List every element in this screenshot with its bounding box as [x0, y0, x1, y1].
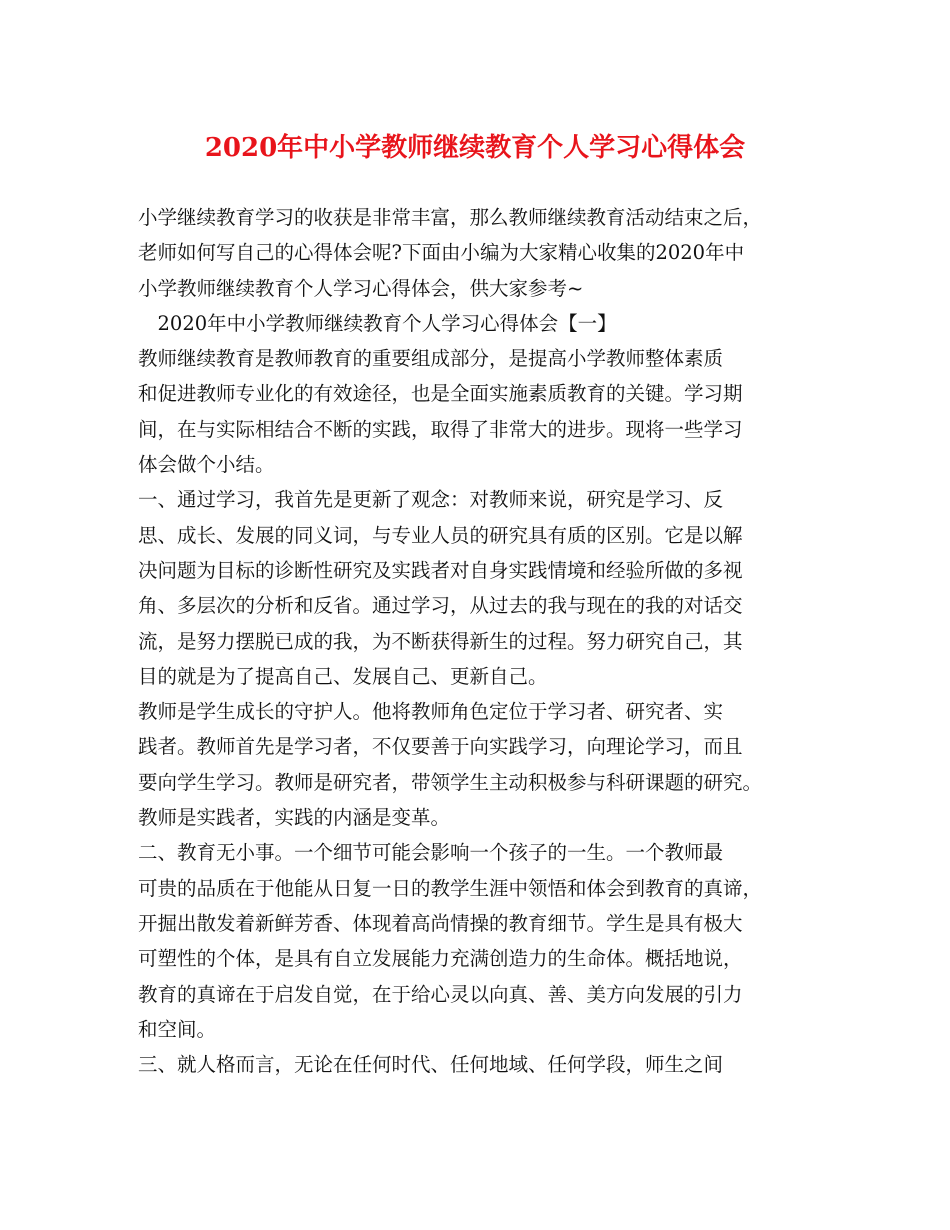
- body-line: 老师如何写自己的心得体会呢?下面由小编为大家精心收集的2020年中: [138, 241, 745, 265]
- body-line: 决问题为目标的诊断性研究及实践者对自身实践情境和经验所做的多视: [138, 558, 743, 582]
- body-line: 和促进教师专业化的有效途径，也是全面实施素质教育的关键。学习期: [138, 382, 743, 406]
- body-line: 小学教师继续教育个人学习心得体会，供大家参考~: [138, 276, 584, 300]
- body-line: 目的就是为了提高自己、发展自己、更新自己。: [138, 664, 548, 688]
- body-line: 可塑性的个体，是具有自立发展能力充满创造力的生命体。概括地说，: [138, 947, 743, 971]
- section-heading: 2020年中小学教师继续教育个人学习心得体会【一】: [138, 311, 617, 335]
- body-line: 要向学生学习。教师是研究者，带领学生主动积极参与科研课题的研究。: [138, 770, 763, 794]
- body-line: 一、通过学习，我首先是更新了观念：对教师来说，研究是学习、反: [138, 488, 724, 512]
- body-line: 教育的真谛在于启发自觉，在于给心灵以向真、善、美方向发展的引力: [138, 982, 743, 1006]
- body-line: 思、成长、发展的同义词，与专业人员的研究具有质的区别。它是以解: [138, 523, 743, 547]
- body-line: 三、就人格而言，无论在任何时代、任何地域、任何学段，师生之间: [138, 1053, 724, 1077]
- body-line: 教师继续教育是教师教育的重要组成部分，是提高小学教师整体素质: [138, 347, 724, 371]
- body-line: 开掘出散发着新鲜芳香、体现着高尚情操的教育细节。学生是具有极大: [138, 911, 743, 935]
- body-line: 和空间。: [138, 1017, 217, 1041]
- body-line: 可贵的品质在于他能从日复一日的教学生涯中领悟和体会到教育的真谛，: [138, 876, 763, 900]
- body-line: 教师是实践者，实践的内涵是变革。: [138, 806, 451, 830]
- document-title: 2020年中小学教师继续教育个人学习心得体会: [204, 133, 746, 163]
- body-line: 二、教育无小事。一个细节可能会影响一个孩子的一生。一个教师最: [138, 841, 724, 865]
- body-line: 流，是努力摆脱已成的我，为不断获得新生的过程。努力研究自己，其: [138, 629, 743, 653]
- body-line: 体会做个小结。: [138, 453, 275, 477]
- body-line: 践者。教师首先是学习者，不仅要善于向实践学习，向理论学习，而且: [138, 735, 743, 759]
- body-line: 教师是学生成长的守护人。他将教师角色定位于学习者、研究者、实: [138, 700, 724, 724]
- body-line: 小学继续教育学习的收获是非常丰富，那么教师继续教育活动结束之后，: [138, 206, 763, 229]
- document-body: [138, 200, 818, 1082]
- body-line: 角、多层次的分析和反省。通过学习，从过去的我与现在的我的对话交: [138, 594, 743, 618]
- body-line: 间，在与实际相结合不断的实践，取得了非常大的进步。现将一些学习: [138, 417, 743, 441]
